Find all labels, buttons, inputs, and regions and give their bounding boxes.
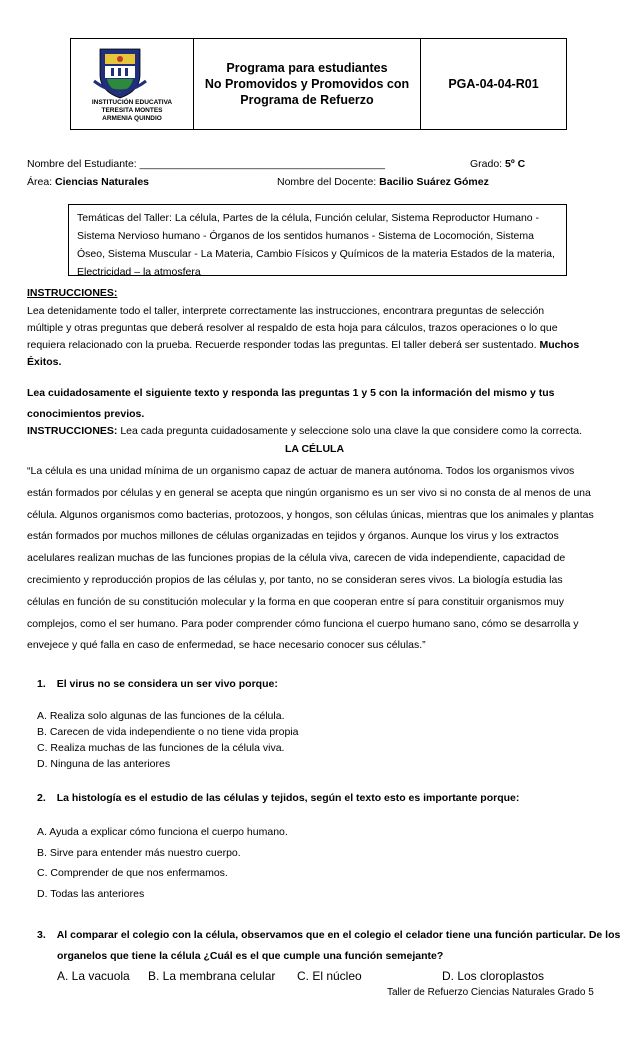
instructions-line-3-bold: Muchos bbox=[539, 339, 580, 351]
instructions-paragraph bbox=[27, 303, 602, 371]
question-2-option-d[interactable]: D. Todas las anteriores bbox=[37, 888, 145, 900]
reading-line-8: complejos, como el ser humano. Para poder comprender cómo funciona el cuerpo humano sano, cómo se desarrolla y bbox=[27, 617, 579, 630]
grade-label: Grado: bbox=[470, 158, 503, 170]
reading-text bbox=[27, 461, 602, 657]
question-1-number: 1. bbox=[37, 678, 46, 690]
reading-instruction-line-2: conocimientos previos. bbox=[27, 408, 145, 420]
question-1-option-d[interactable]: D. Ninguna de las anteriores bbox=[37, 758, 171, 770]
header-code-cell bbox=[421, 39, 566, 129]
area-value: Ciencias Naturales bbox=[55, 176, 149, 188]
instructions-2-row bbox=[27, 425, 602, 437]
question-2-option-a[interactable]: A. Ayuda a explicar cómo funciona el cuerpo humano. bbox=[37, 826, 288, 838]
instructions-line-2: múltiple y otras preguntas que deberá resolver al respaldo de esta hoja para cálculos, trazos operaciones o lo que bbox=[27, 322, 558, 334]
question-3-option-a[interactable]: A. La vacuola bbox=[57, 969, 130, 983]
reading-line-6: crecimiento y reproducción propios de las células y, por tanto, no se consideran seres vivos. La biología estudia las bbox=[27, 573, 563, 586]
instructions-line-3: requiera relacionado con la prueba. Recuerde responder todas las preguntas. El taller deberá ser sustentado. bbox=[27, 339, 537, 351]
header-title-cell bbox=[194, 39, 421, 129]
question-3 bbox=[37, 929, 620, 941]
student-name-label: Nombre del Estudiante: bbox=[27, 158, 137, 170]
header-logo-cell bbox=[71, 39, 194, 129]
question-3-option-d[interactable]: D. Los cloroplastos bbox=[442, 969, 545, 983]
student-name-blank: __________________________________________ bbox=[139, 158, 385, 170]
question-2-text: La histología es el estudio de las células y tejidos, según el texto esto es importante porque: bbox=[56, 792, 520, 804]
school-crest-icon bbox=[91, 43, 149, 101]
program-title-line-3: Programa de Refuerzo bbox=[240, 93, 374, 107]
question-3-text-line-2: organelos que tiene la célula ¿Cuál es el que cumple una función semejante? bbox=[57, 950, 444, 962]
reading-title: LA CÉLULA bbox=[284, 443, 345, 455]
area-row bbox=[27, 176, 149, 188]
topics-line-2: Sistema Nervioso humano - Órganos de los sentidos humanos - Sistema de Locomoción, Sistema bbox=[77, 230, 534, 242]
question-1-text: El virus no se considera un ser vivo porque: bbox=[56, 678, 278, 690]
question-3-option-b[interactable]: B. La membrana celular bbox=[148, 969, 276, 983]
document-code: PGA-04-04-R01 bbox=[448, 77, 539, 91]
question-1 bbox=[37, 678, 278, 690]
question-3-option-c[interactable]: C. El núcleo bbox=[297, 969, 362, 983]
question-1-option-c[interactable]: C. Realiza muchas de las funciones de la célula viva. bbox=[37, 742, 285, 754]
program-title-line-1: Programa para estudiantes bbox=[226, 61, 388, 75]
reading-instruction-line-1: Lea cuidadosamente el siguiente texto y responda las preguntas 1 y 5 con la información del mismo y tus bbox=[27, 387, 555, 399]
reading-line-9: envejece y qué falla en caso de enfermedad, se hace necesario conocer sus células.” bbox=[27, 639, 426, 652]
topics-box bbox=[68, 204, 567, 276]
instructions-2-label: INSTRUCCIONES: bbox=[27, 425, 118, 437]
grade-row bbox=[470, 158, 525, 170]
reading-line-2: están formados por células y en general se acepta que ningún organismo es un ser vivo si no consta de al menos de una bbox=[27, 486, 591, 499]
reading-instruction bbox=[27, 383, 602, 425]
instructions-line-1: Lea detenidamente todo el taller, interprete correctamente las instrucciones, encontrara preguntas de selección bbox=[27, 305, 545, 317]
program-title-line-2: No Promovidos y Promovidos con bbox=[204, 77, 410, 91]
institution-line-1: INSTITUCIÓN EDUCATIVA bbox=[91, 99, 173, 106]
question-3-text-line-1: Al comparar el colegio con la célula, observamos que en el colegio el celador tiene una función particular. De los bbox=[56, 929, 621, 941]
institution-line-3: ARMENIA QUINDIO bbox=[102, 115, 162, 122]
topics-line-4: Electricidad – la atmosfera bbox=[77, 266, 201, 278]
teacher-label: Nombre del Docente: bbox=[277, 176, 377, 188]
topics-line-1: Temáticas del Taller: La célula, Partes de la célula, Función celular, Sistema Reproductor Humano - bbox=[77, 212, 540, 224]
instructions-line-4: Éxitos. bbox=[27, 356, 62, 368]
reading-line-7: células en función de su constitución molecular y la forma en que cooperan entre sí para constituir organismos muy bbox=[27, 595, 564, 608]
grade-value: 5º C bbox=[505, 158, 526, 170]
institution-line-2: TERESITA MONTES bbox=[101, 107, 163, 114]
question-2-number: 2. bbox=[37, 792, 46, 804]
topics-line-3: Óseo, Sistema Muscular - La Materia, Cambio Físicos y Químicos de la materia Estados de la materia, bbox=[77, 248, 555, 260]
question-1-option-a[interactable]: A. Realiza solo algunas de las funciones de la célula. bbox=[37, 710, 285, 722]
area-label: Área: bbox=[27, 176, 53, 188]
header-table bbox=[70, 38, 567, 130]
question-1-option-b[interactable]: B. Carecen de vida independiente o no tiene vida propia bbox=[37, 726, 299, 738]
reading-line-1: “La célula es una unidad mínima de un organismo capaz de actuar de manera autónoma. Todos los organismos vivos bbox=[27, 465, 575, 477]
page-footer: Taller de Refuerzo Ciencias Naturales Grado 5 bbox=[387, 987, 594, 998]
reading-line-3: célula. Algunos organismos como bacterias, protozoos, y hongos, son células únicas, mientras que los animales y plantas bbox=[27, 508, 594, 521]
question-2-option-b[interactable]: B. Sirve para entender más nuestro cuerpo. bbox=[37, 847, 241, 859]
institution-name bbox=[71, 99, 193, 123]
reading-line-5: acelulares realizan muchas de las funciones propias de la célula viva, carecen de vida independiente, capacidad de bbox=[27, 552, 566, 565]
question-2 bbox=[37, 792, 519, 804]
instructions-heading: INSTRUCCIONES: bbox=[27, 287, 118, 299]
instructions-2-text: Lea cada pregunta cuidadosamente y seleccione solo una clave la que considere como la correcta. bbox=[120, 425, 583, 437]
reading-line-4: están formados por muchos millones de células organizadas en tejidos y órganos. Aunque los virus y los extractos bbox=[27, 530, 559, 543]
teacher-value: Bacilio Suárez Gómez bbox=[379, 176, 489, 188]
student-name-row bbox=[27, 158, 385, 170]
teacher-row bbox=[277, 176, 489, 188]
question-3-number: 3. bbox=[37, 929, 46, 941]
question-2-option-c[interactable]: C. Comprender de que nos enfermamos. bbox=[37, 867, 228, 879]
